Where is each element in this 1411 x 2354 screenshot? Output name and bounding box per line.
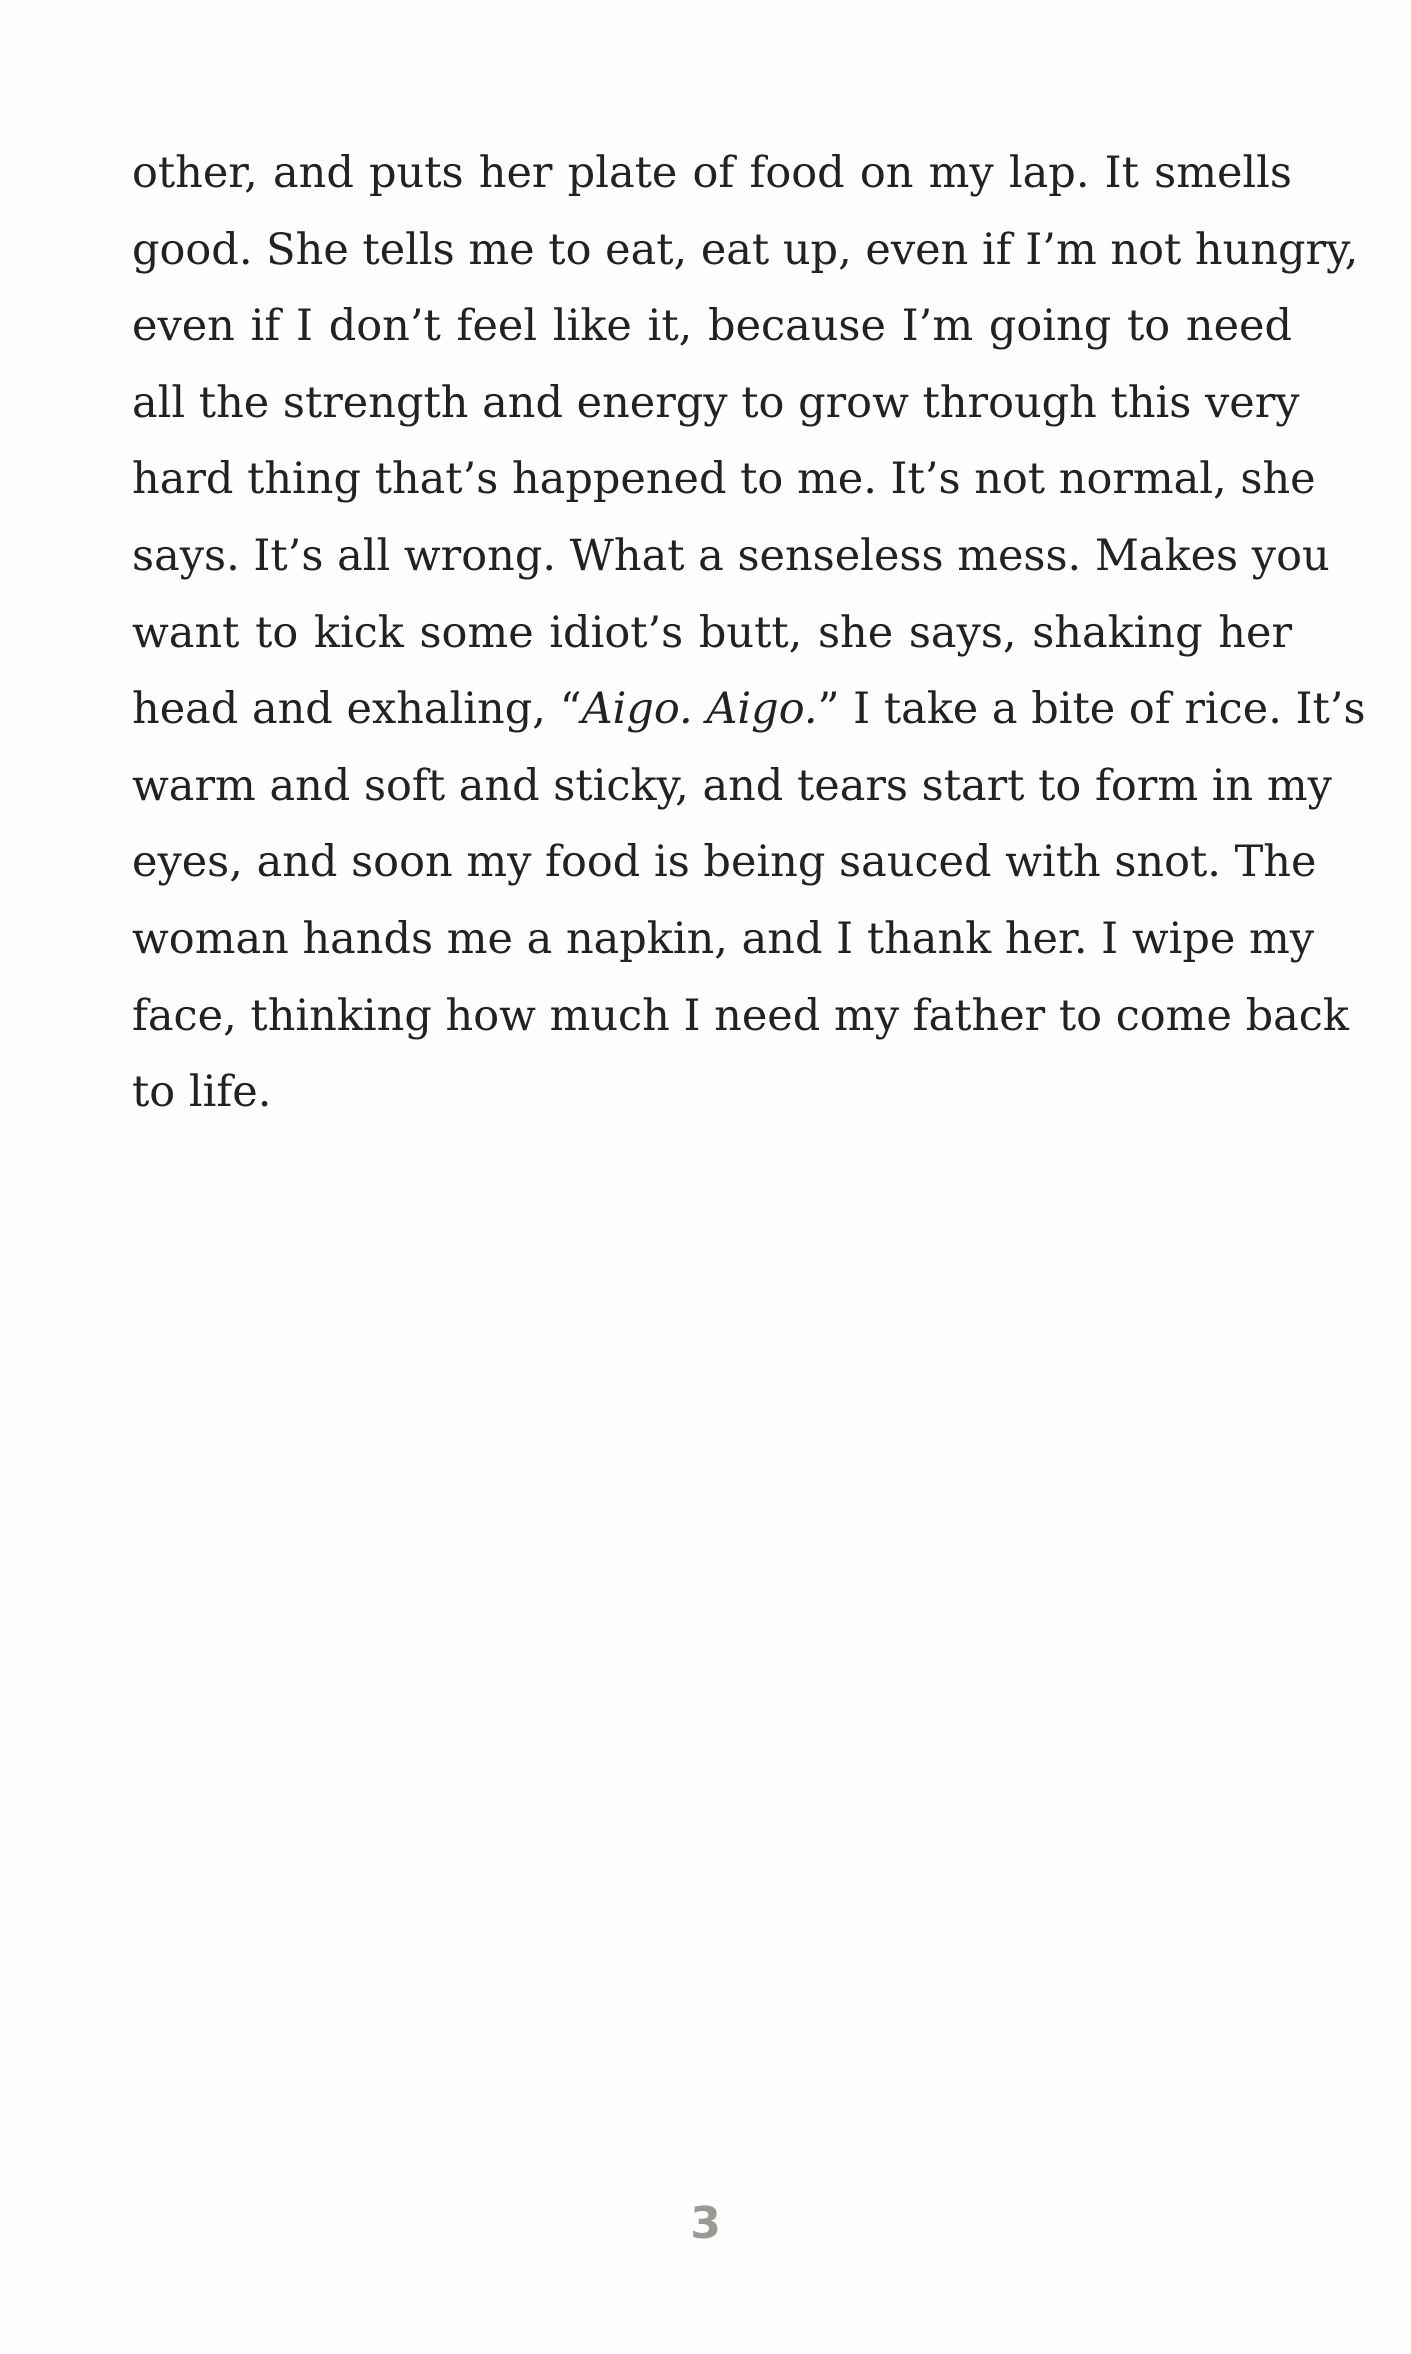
text-line: woman hands me a napkin, and I thank her. I wipe my <box>132 913 1315 964</box>
text-segment: ” I take a bite of rice. It’s <box>817 684 1366 735</box>
italic-phrase: Aigo. Aigo. <box>581 684 818 735</box>
text-line: want to kick some idiot’s butt, she says, shaking her <box>132 607 1292 658</box>
text-line: eyes, and soon my food is being sauced with snot. The <box>132 837 1317 888</box>
text-line: says. It’s all wrong. What a senseless mess. Makes you <box>132 530 1330 581</box>
text-line: face, thinking how much I need my father to come back <box>132 990 1349 1041</box>
text-line: to life. <box>132 1067 272 1118</box>
text-line: other, and puts her plate of food on my lap. It smells <box>132 148 1292 198</box>
text-line <box>132 671 1366 748</box>
text-line: good. She tells me to eat, eat up, even if I’m not hungry, <box>132 224 1359 275</box>
body-text <box>132 135 1366 1131</box>
text-line: warm and soft and sticky, and tears start to form in my <box>132 760 1332 811</box>
page-number: 3 <box>690 2198 721 2249</box>
text-line: even if I don’t feel like it, because I’m going to need <box>132 301 1292 352</box>
text-segment: head and exhaling, “ <box>132 684 582 735</box>
text-line: all the strength and energy to grow through this very <box>132 377 1300 428</box>
text-line: hard thing that’s happened to me. It’s not normal, she <box>132 454 1316 505</box>
